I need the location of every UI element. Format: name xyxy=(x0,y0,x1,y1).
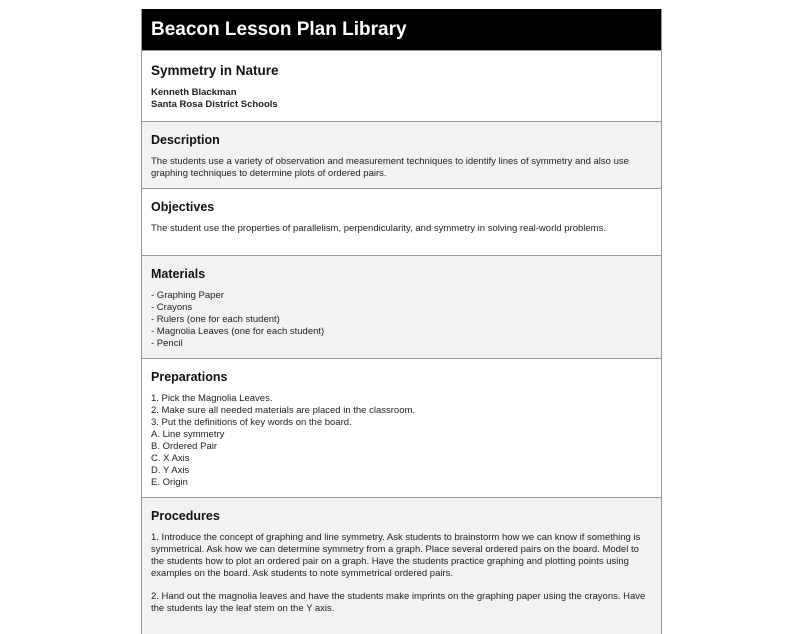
list-item: 2. Make sure all needed materials are placed in the classroom. xyxy=(151,405,416,416)
preparations-section xyxy=(142,358,661,497)
description-heading: Description xyxy=(151,133,220,147)
list-item: E. Origin xyxy=(151,477,188,488)
materials-heading: Materials xyxy=(151,267,206,281)
library-title: Beacon Lesson Plan Library xyxy=(151,19,407,40)
lesson-school: Santa Rosa District Schools xyxy=(151,99,278,110)
list-item: - Magnolia Leaves (one for each student) xyxy=(151,326,325,337)
lesson-author: Kenneth Blackman xyxy=(151,87,237,98)
list-item: 3. Put the definitions of key words on the board. xyxy=(151,417,352,428)
procedure-step: 1. Introduce the concept of graphing and line symmetry. Ask students to brainstorm how we can know if something is symmetrical. Ask how we can determine symmetry from a graph. Place several ordered pairs on the board. Model to the students how to plot an ordered pair on a graph. Have the students practice graphing and plotting points using examples on the board. Ask students to note symmetrical ordered pairs. xyxy=(151,532,641,579)
list-item: C. X Axis xyxy=(151,453,190,464)
library-banner xyxy=(142,9,661,50)
materials-section xyxy=(142,255,661,358)
list-item: - Pencil xyxy=(151,338,183,349)
procedures-heading: Procedures xyxy=(151,509,220,523)
lesson-title: Symmetry in Nature xyxy=(151,63,279,78)
list-item: D. Y Axis xyxy=(151,465,190,476)
preparations-heading: Preparations xyxy=(151,370,228,384)
lesson-header xyxy=(142,50,661,121)
objectives-section xyxy=(142,188,661,255)
procedures-section xyxy=(142,497,661,634)
list-item: B. Ordered Pair xyxy=(151,441,217,452)
list-item: A. Line symmetry xyxy=(151,429,225,440)
objectives-text: The student use the properties of parallelism, perpendicularity, and symmetry in solving real-world problems. xyxy=(151,223,606,234)
list-item: - Crayons xyxy=(151,302,193,313)
description-section xyxy=(142,121,661,188)
list-item: - Graphing Paper xyxy=(151,290,224,301)
description-text: The students use a variety of observation and measurement techniques to identify lines of symmetry and also use graphing techniques to determine plots of ordered pairs. xyxy=(151,156,629,179)
lesson-page xyxy=(141,9,662,634)
list-item: - Rulers (one for each student) xyxy=(151,314,280,325)
list-item: 1. Pick the Magnolia Leaves. xyxy=(151,393,273,404)
objectives-heading: Objectives xyxy=(151,200,215,214)
procedure-step: 2. Hand out the magnolia leaves and have the students make imprints on the graphing paper using the crayons. Have the students lay the leaf stem on the Y axis. xyxy=(151,591,646,614)
